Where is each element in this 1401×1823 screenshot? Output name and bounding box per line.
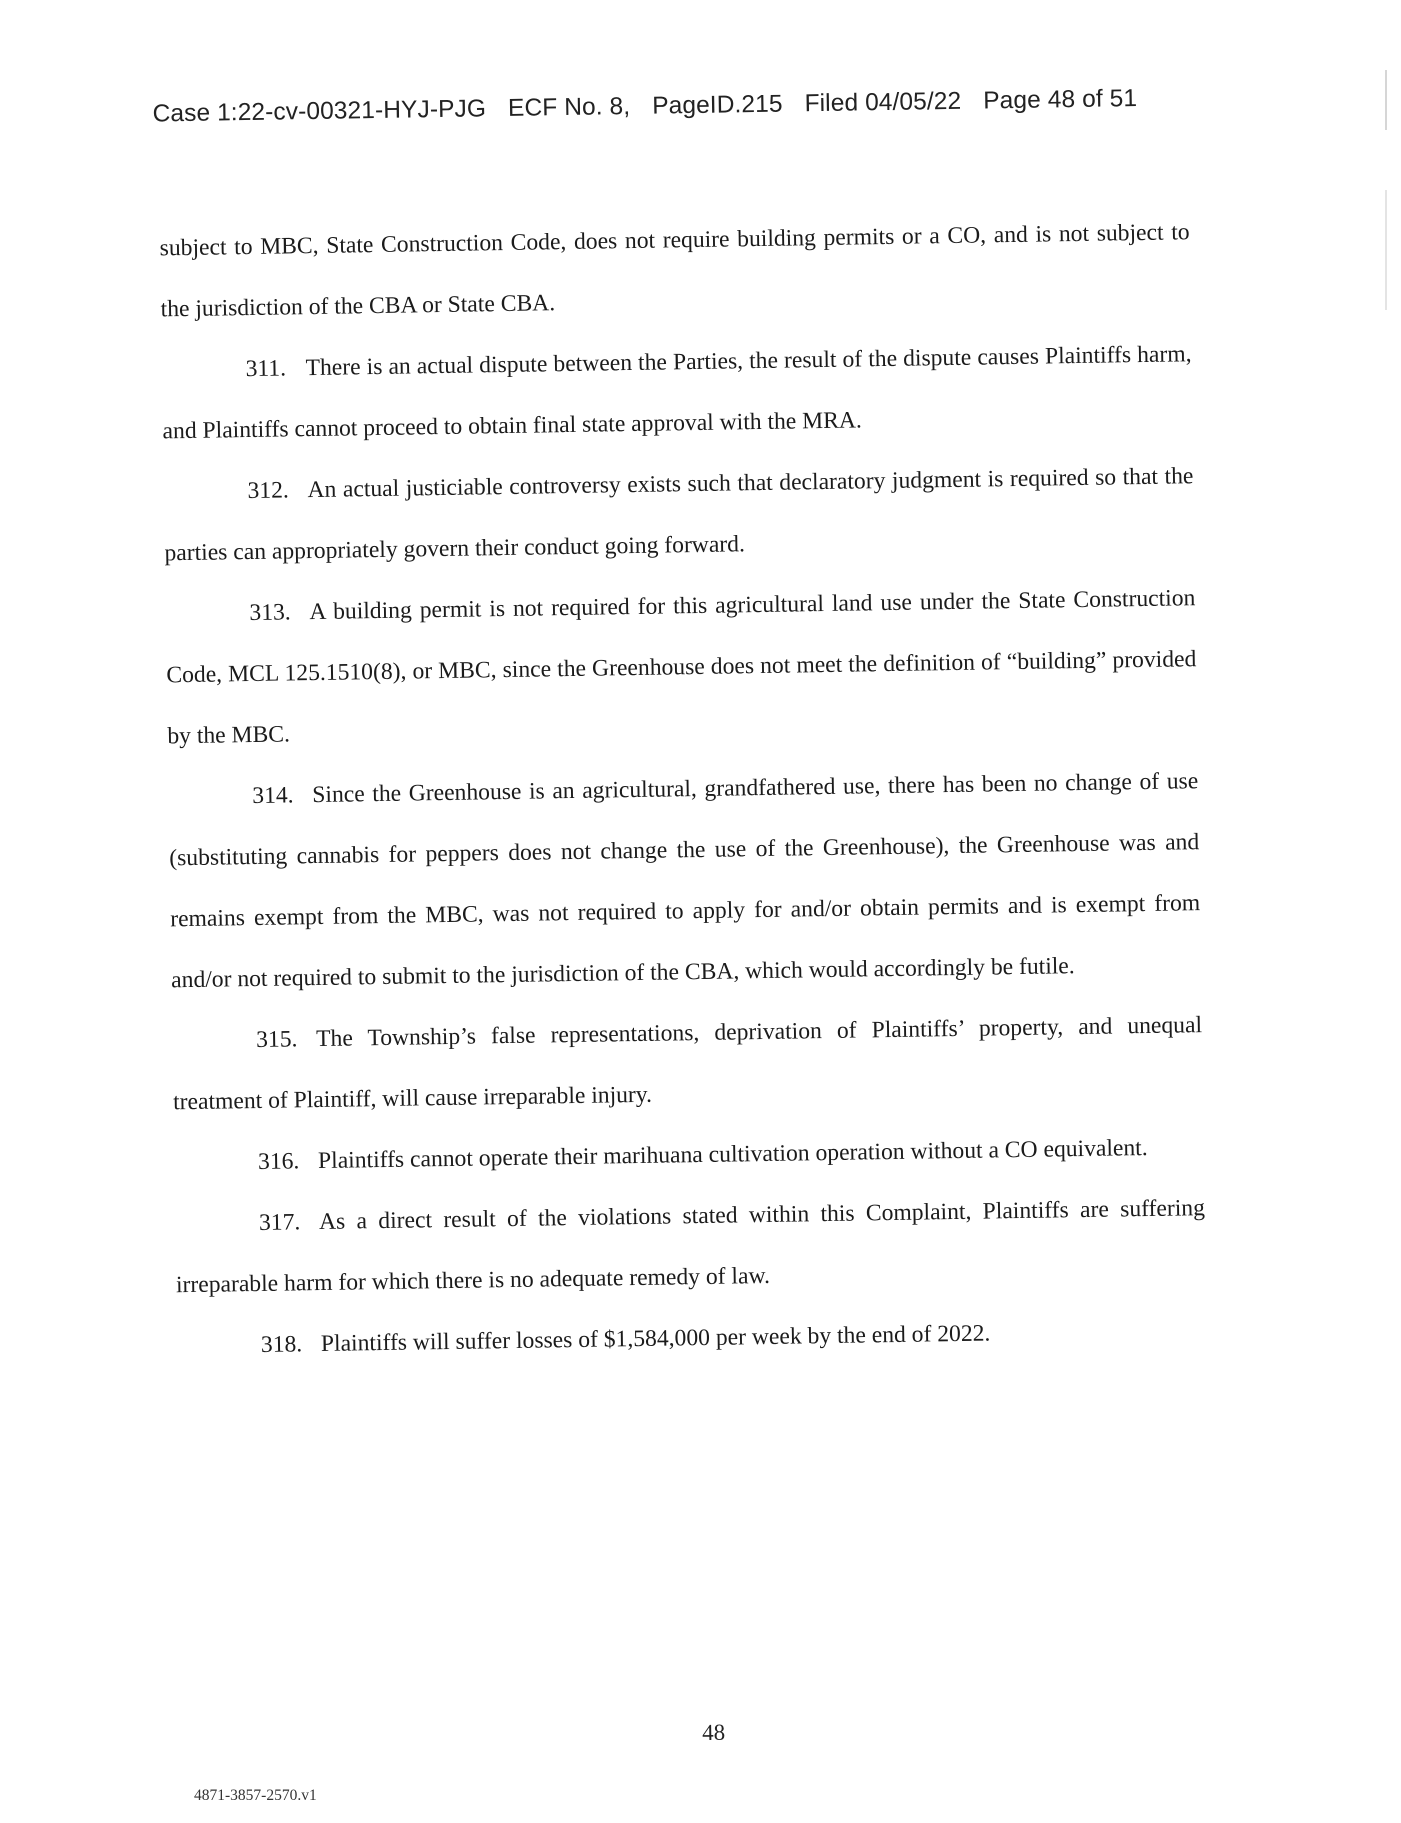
document-body bbox=[159, 202, 1207, 1377]
case-number: Case 1:22-cv-00321-HYJ-PJG bbox=[152, 95, 487, 128]
paragraph-number: 313. bbox=[249, 599, 291, 627]
scan-edge-mark bbox=[1385, 70, 1387, 130]
paragraph-text: An actual justiciable controversy exists such that declaratory judgment is required so that the parties can appropriately govern their conduct going forward. bbox=[164, 463, 1194, 567]
paragraph-number: 314. bbox=[252, 782, 294, 810]
paragraph-312 bbox=[163, 446, 1195, 584]
paragraph-315 bbox=[172, 995, 1204, 1133]
paragraph-311 bbox=[161, 324, 1193, 462]
paragraph-number: 318. bbox=[260, 1331, 303, 1358]
paragraph-text: There is an actual dispute between the Parties, the result of the dispute causes Plaintiffs harm, and Plaintiffs cannot proceed to obtain final state approval with the MRA. bbox=[162, 341, 1192, 445]
case-header bbox=[152, 85, 1159, 129]
scan-edge-mark bbox=[1385, 190, 1387, 310]
paragraph-number: 312. bbox=[247, 477, 290, 505]
paragraph-number: 316. bbox=[257, 1148, 300, 1175]
paragraph-314 bbox=[168, 751, 1202, 1011]
paragraph-text: Plaintiffs cannot operate their marihuana cultivation operation without a CO equivalent. bbox=[317, 1135, 1148, 1175]
ecf-number: ECF No. 8, bbox=[507, 93, 631, 122]
document-id: 4871-3857-2570.v1 bbox=[194, 1787, 317, 1804]
page-id: PageID.215 bbox=[651, 90, 783, 120]
page-number: 48 bbox=[701, 1719, 726, 1746]
paragraph-text: Since the Greenhouse is an agricultural, grandfathered use, there has been no change of use (substituting cannabis for peppers does not change the use of the Greenhouse), the Greenhouse was and remains exempt from the MBC, was not required to apply for and/or obtain permits and is exempt from and/or not required to submit to the jurisdiction of the CBA, which would accordingly be futile. bbox=[169, 768, 1201, 994]
paragraph-number: 317. bbox=[258, 1209, 301, 1236]
paragraph-number: 311. bbox=[245, 355, 287, 383]
paragraph-number: 315. bbox=[255, 1026, 298, 1053]
filed-date: Filed 04/05/22 bbox=[804, 87, 962, 118]
paragraph-text: As a direct result of the violations stated within this Complaint, Plaintiffs are suffering irreparable harm for which there is no adequate remedy of law. bbox=[175, 1195, 1206, 1299]
paragraph-313 bbox=[165, 568, 1198, 767]
continuation-paragraph: subject to MBC, State Construction Code, does not require building permits or a CO, and is not subject to the jurisdiction of the CBA or State CBA. bbox=[159, 219, 1190, 323]
paragraph-317 bbox=[175, 1178, 1207, 1316]
paragraph-text: Plaintiffs will suffer losses of $1,584,000 per week by the end of 2022. bbox=[320, 1320, 991, 1358]
page-of: Page 48 of 51 bbox=[983, 85, 1138, 115]
paragraph-text: The Township’s false representations, deprivation of Plaintiffs’ property, and unequal treatment of Plaintiff, will cause irreparable injury. bbox=[172, 1012, 1203, 1116]
paragraph-text: A building permit is not required for this agricultural land use under the State Construction Code, MCL 125.1510(8), or MBC, since the Greenhouse does not meet the definition of “building” provided by the MBC. bbox=[166, 585, 1197, 750]
